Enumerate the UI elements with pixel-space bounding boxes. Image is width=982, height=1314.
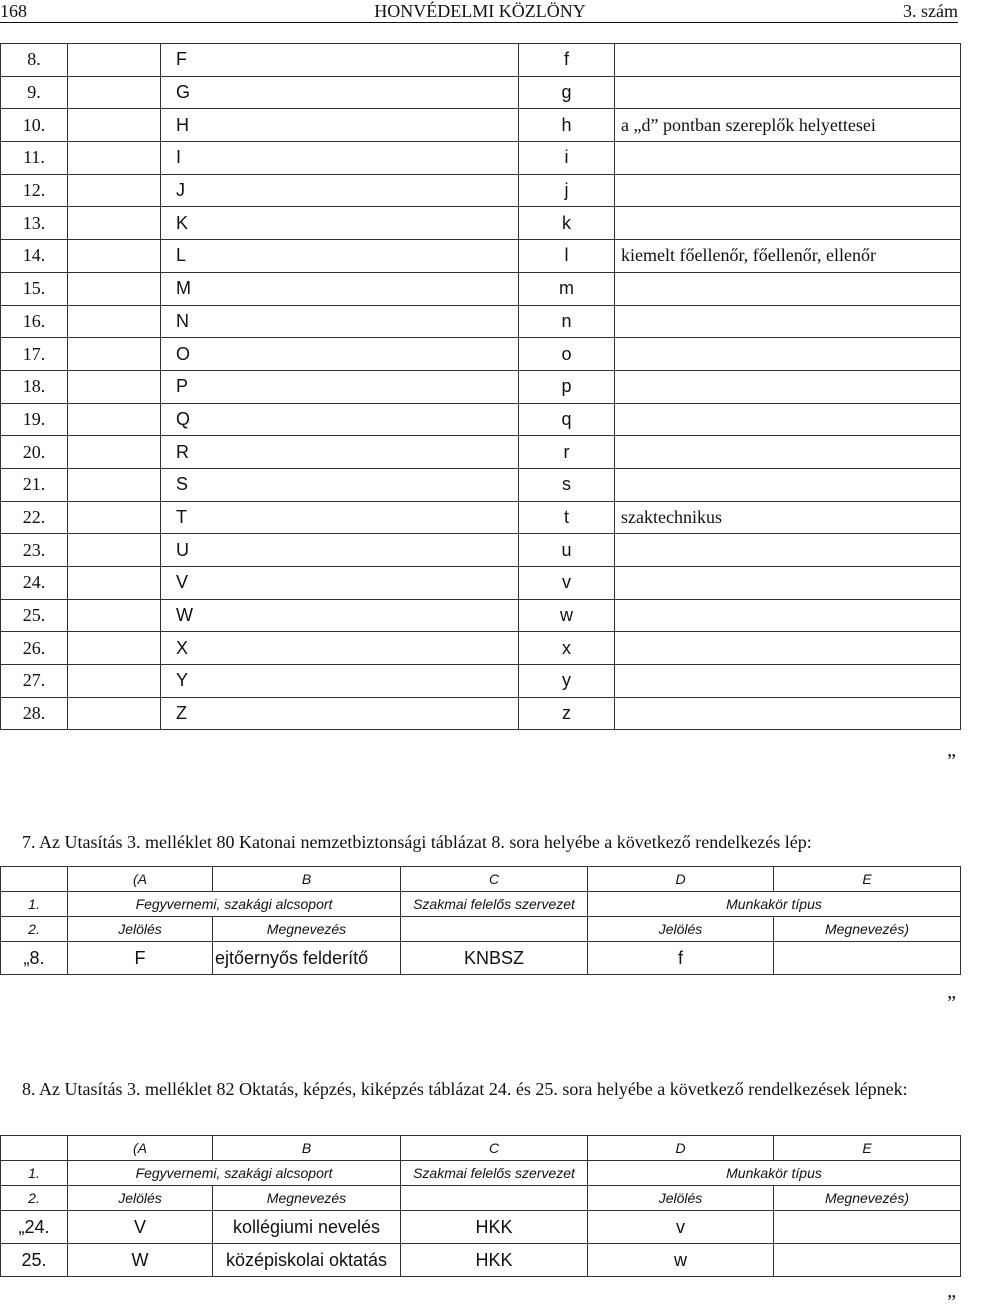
row-number: 15. [1,272,68,305]
col-d-letter: D [588,867,774,892]
group-name [161,436,519,469]
empty-cell [401,917,588,942]
row-number: 11. [1,142,68,175]
group-name: kollégiumi nevelés [213,1211,401,1244]
code-header: Jelölés [588,1186,774,1211]
paragraph-7: 7. Az Utasítás 3. melléklet 80 Katonai nemzetbiztonsági táblázat 8. sora helyébe a következő rendelkezés lép: [22,832,812,852]
job-code: z [519,697,615,730]
table-row [1,436,961,469]
group-name [161,534,519,567]
group-name [161,240,519,273]
job-code: f [588,942,774,975]
table-row [1,142,961,175]
group-code: L [68,240,161,273]
job-code: k [519,207,615,240]
closing-quote: ” [947,992,956,1014]
job-name: kiemelt főellenőr, főellenőr, ellenőr [615,240,961,273]
table-row [1,567,961,600]
job-code: o [519,338,615,371]
closing-quote: ” [947,1291,956,1313]
group-name [161,142,519,175]
group-name [161,272,519,305]
group-code: T [68,501,161,534]
row-number: 24. [1,567,68,600]
job-code: i [519,142,615,175]
table-row [1,272,961,305]
table-row [1,403,961,436]
job-name [615,403,961,436]
row-number: „8. [1,942,68,975]
group-name [161,174,519,207]
group-code: Q [68,403,161,436]
job-name [615,207,961,240]
job-code: u [519,534,615,567]
col-e-letter: E [774,867,961,892]
group-name [161,76,519,109]
name-header: Megnevezés) [774,917,961,942]
header-row-2 [1,1186,961,1211]
job-code: t [519,501,615,534]
row-number: 22. [1,501,68,534]
group-name [161,468,519,501]
table-row [1,501,961,534]
job-name [615,697,961,730]
row-number: 26. [1,632,68,665]
col-b-letter: B [213,867,401,892]
table-row [1,305,961,338]
col-a-letter: (A [68,1136,213,1161]
group-code: S [68,468,161,501]
empty-cell [1,867,68,892]
job-table-body [1,44,961,730]
header-row-2 [1,917,961,942]
table-row [1,174,961,207]
row-number: 13. [1,207,68,240]
group-name [161,207,519,240]
group-code: J [68,174,161,207]
group-code: Y [68,665,161,698]
name-header: Megnevezés) [774,1186,961,1211]
table-row [1,370,961,403]
job-table [0,43,961,730]
job-name [615,599,961,632]
job-code: s [519,468,615,501]
table-row [1,1211,961,1244]
row-number: 17. [1,338,68,371]
table-row [1,534,961,567]
job-type-header: Munkakör típus [588,1161,961,1186]
col-e-letter: E [774,1136,961,1161]
table-row [1,44,961,77]
closing-quote: ” [947,750,956,772]
group-name [161,599,519,632]
organization-header: Szakmai felelős szervezet [401,892,588,917]
subgroup-header: Fegyvernemi, szakági alcsoport [68,892,401,917]
job-name [615,534,961,567]
job-code: h [519,109,615,142]
job-code: r [519,436,615,469]
table-row [1,942,961,975]
issue-number: 3. szám [903,1,958,21]
table-row [1,240,961,273]
organization-header: Szakmai felelős szervezet [401,1161,588,1186]
row-number: 1. [1,1161,68,1186]
group-code: M [68,272,161,305]
table-row [1,665,961,698]
col-c-letter: C [401,1136,588,1161]
row-number: 20. [1,436,68,469]
paragraph-8: 8. Az Utasítás 3. melléklet 82 Oktatás, képzés, kiképzés táblázat 24. és 25. sora helyébe a következő rendelkezések lépnek: [22,1079,908,1099]
group-name [161,305,519,338]
row-number: 25. [1,599,68,632]
group-code: I [68,142,161,175]
job-name [615,665,961,698]
header-row-1 [1,892,961,917]
job-name [615,305,961,338]
job-code: f [519,44,615,77]
group-code: O [68,338,161,371]
job-code: j [519,174,615,207]
row-number: 25. [1,1244,68,1277]
table-row [1,207,961,240]
job-code: v [519,567,615,600]
group-code: P [68,370,161,403]
row-number: 16. [1,305,68,338]
job-name [615,370,961,403]
col-b-letter: B [213,1136,401,1161]
name-header: Megnevezés [213,1186,401,1211]
group-name [161,403,519,436]
row-number: 28. [1,697,68,730]
group-name [161,109,519,142]
row-number: 27. [1,665,68,698]
code-header: Jelölés [68,917,213,942]
job-code: l [519,240,615,273]
group-name [161,665,519,698]
organization: HKK [401,1211,588,1244]
job-code: y [519,665,615,698]
job-name [615,567,961,600]
table-row [1,632,961,665]
page-number: 168 [0,1,27,21]
col-a-letter: (A [68,867,213,892]
job-name: a „d” pontban szereplők helyettesei [615,109,961,142]
group-code: W [68,599,161,632]
job-code: x [519,632,615,665]
letters-row [1,867,961,892]
job-name [615,272,961,305]
job-name [774,1244,961,1277]
job-name [615,174,961,207]
amendment-table-7 [0,866,961,975]
row-number: 2. [1,917,68,942]
table-row [1,338,961,371]
row-number: 8. [1,44,68,77]
group-code: U [68,534,161,567]
job-name: szaktechnikus [615,501,961,534]
job-name [615,76,961,109]
job-code: w [519,599,615,632]
row-number: 9. [1,76,68,109]
group-name: középiskolai oktatás [213,1244,401,1277]
job-name [774,942,961,975]
job-name [615,436,961,469]
header-row-1 [1,1161,961,1186]
row-number: 10. [1,109,68,142]
group-code: G [68,76,161,109]
row-number: 14. [1,240,68,273]
row-number: „24. [1,1211,68,1244]
subgroup-header: Fegyvernemi, szakági alcsoport [68,1161,401,1186]
job-code: v [588,1211,774,1244]
table-row [1,599,961,632]
job-code: q [519,403,615,436]
col-c-letter: C [401,867,588,892]
group-name [161,501,519,534]
job-name [615,632,961,665]
group-name [161,338,519,371]
job-type-header: Munkakör típus [588,892,961,917]
group-code: F [68,942,213,975]
job-code: w [588,1244,774,1277]
group-name: ejtőernyős felderítő [213,942,401,975]
group-code: N [68,305,161,338]
job-name [615,468,961,501]
row-number: 2. [1,1186,68,1211]
job-name [615,44,961,77]
job-code: m [519,272,615,305]
group-code: W [68,1244,213,1277]
row-number: 12. [1,174,68,207]
job-name [774,1211,961,1244]
row-number: 21. [1,468,68,501]
table-row [1,697,961,730]
code-header: Jelölés [68,1186,213,1211]
amendment-table-8 [0,1135,961,1277]
letters-row [1,1136,961,1161]
row-number: 1. [1,892,68,917]
organization: HKK [401,1244,588,1277]
code-header: Jelölés [588,917,774,942]
name-header: Megnevezés [213,917,401,942]
group-code: V [68,567,161,600]
col-d-letter: D [588,1136,774,1161]
group-name [161,567,519,600]
row-number: 18. [1,370,68,403]
organization: KNBSZ [401,942,588,975]
table-row [1,468,961,501]
group-code: F [68,44,161,77]
group-name [161,632,519,665]
group-code: K [68,207,161,240]
job-code: n [519,305,615,338]
table-row [1,1244,961,1277]
journal-title: HONVÉDELMI KÖZLÖNY [374,1,586,21]
job-code: p [519,370,615,403]
group-name [161,44,519,77]
job-name [615,142,961,175]
group-code: Z [68,697,161,730]
group-name [161,697,519,730]
group-name [161,370,519,403]
group-code: H [68,109,161,142]
group-code: X [68,632,161,665]
group-code: V [68,1211,213,1244]
page-header [0,0,958,23]
table-row [1,109,961,142]
table-row [1,76,961,109]
job-name [615,338,961,371]
row-number: 23. [1,534,68,567]
row-number: 19. [1,403,68,436]
job-code: g [519,76,615,109]
empty-cell [401,1186,588,1211]
empty-cell [1,1136,68,1161]
group-code: R [68,436,161,469]
